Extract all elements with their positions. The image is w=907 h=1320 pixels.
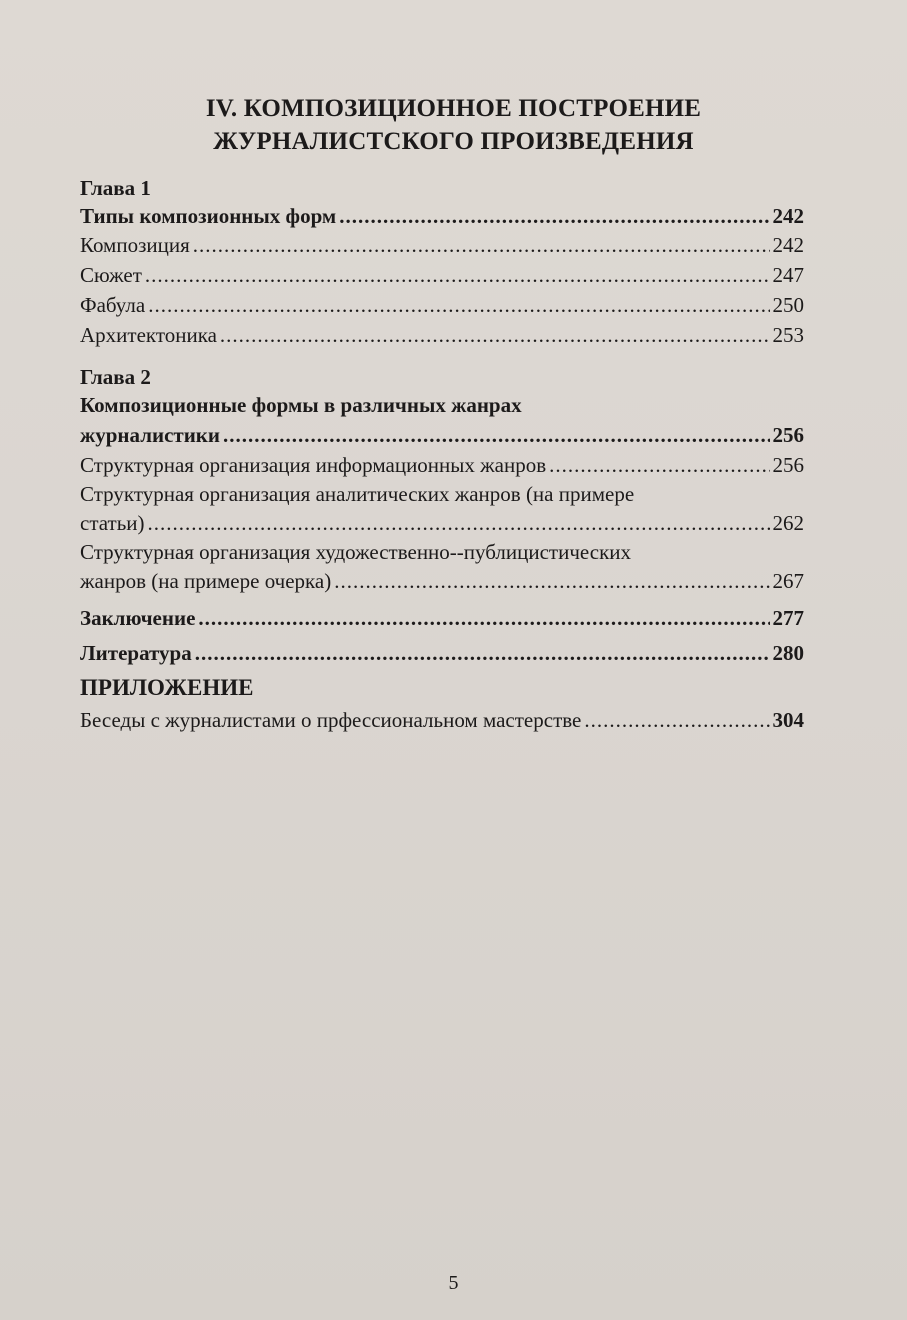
dot-leader <box>549 452 769 478</box>
toc-entry[interactable] <box>80 640 804 666</box>
toc-entry-page: 253 <box>772 323 804 347</box>
toc-entry-title-line[interactable] <box>80 392 804 418</box>
dot-leader <box>223 422 769 448</box>
page-number: 5 <box>448 1272 459 1294</box>
toc-entry-title: Фабула <box>80 293 146 317</box>
toc-entry-title: Беседы с журналистами о прфессиональном мастерстве <box>80 708 582 732</box>
toc-entry[interactable] <box>80 510 804 536</box>
dot-leader <box>220 322 770 348</box>
bleed-through-text <box>60 740 850 1188</box>
dot-leader <box>145 262 770 288</box>
section-title-line1: IV. КОМПОЗИЦИОННОЕ ПОСТРОЕНИЕ <box>205 95 702 122</box>
toc-entry[interactable] <box>80 232 804 258</box>
dot-leader <box>584 707 769 733</box>
dot-leader <box>339 203 769 229</box>
toc-entry[interactable] <box>80 707 804 733</box>
toc-entry[interactable] <box>80 568 804 594</box>
dot-leader <box>195 640 770 666</box>
appendix-heading: ПРИЛОЖЕНИЕ <box>80 675 254 700</box>
toc-entry-title-line[interactable] <box>80 481 804 507</box>
toc-entry[interactable] <box>80 203 804 229</box>
toc-entry-title: статьи) <box>80 511 145 535</box>
toc-entry-title-line[interactable] <box>80 539 804 565</box>
toc-entry-page: 242 <box>772 204 804 228</box>
toc-entry-page: 277 <box>772 606 804 630</box>
toc-entry[interactable] <box>80 262 804 288</box>
toc-entry[interactable] <box>80 605 804 631</box>
section-title-line2: ЖУРНАЛИСТСКОГО ПРОИЗВЕДЕНИЯ <box>213 128 694 155</box>
dot-leader <box>148 510 770 536</box>
toc-entry-page: 256 <box>772 423 804 447</box>
toc-entry-page: 262 <box>772 511 804 535</box>
toc-entry-title: Заключение <box>80 606 196 630</box>
toc-entry-title: журналистики <box>80 423 221 447</box>
dot-leader <box>334 568 769 594</box>
toc-entry-page: 247 <box>772 263 804 287</box>
toc-entry-page: 280 <box>772 641 804 665</box>
dot-leader <box>198 605 769 631</box>
toc-entry-title: Типы композионных форм <box>80 204 337 228</box>
toc-entry-title: Литература <box>80 641 192 665</box>
toc-entry-page: 256 <box>772 453 804 477</box>
chapter1-label: Глава 1 <box>80 176 151 200</box>
toc-entry-title: Структурная организация художественно--публицистических <box>80 540 632 564</box>
chapter2-label: Глава 2 <box>80 365 151 389</box>
toc-entry-title: Архитектоника <box>80 323 217 347</box>
toc-entry-page: 304 <box>772 708 804 732</box>
toc-entry-page: 267 <box>772 569 804 593</box>
toc-entry-page: 250 <box>772 293 804 317</box>
toc-entry-title: Композиция <box>80 233 190 257</box>
toc-entry[interactable] <box>80 452 804 478</box>
toc-entry-title: Композиционные формы в различных жанрах <box>80 393 522 417</box>
toc-entry-title: Структурная организация информационных жанров <box>80 453 547 477</box>
dot-leader <box>193 232 770 258</box>
toc-entry-title: жанров (на примере очерка) <box>80 569 332 593</box>
toc-entry[interactable] <box>80 292 804 318</box>
toc-entry-page: 242 <box>772 233 804 257</box>
dot-leader <box>148 292 769 318</box>
toc-entry[interactable] <box>80 422 804 448</box>
toc-entry-title: Сюжет <box>80 263 142 287</box>
toc-entry[interactable] <box>80 322 804 348</box>
toc-entry-title: Структурная организация аналитических жанров (на примере <box>80 482 635 506</box>
